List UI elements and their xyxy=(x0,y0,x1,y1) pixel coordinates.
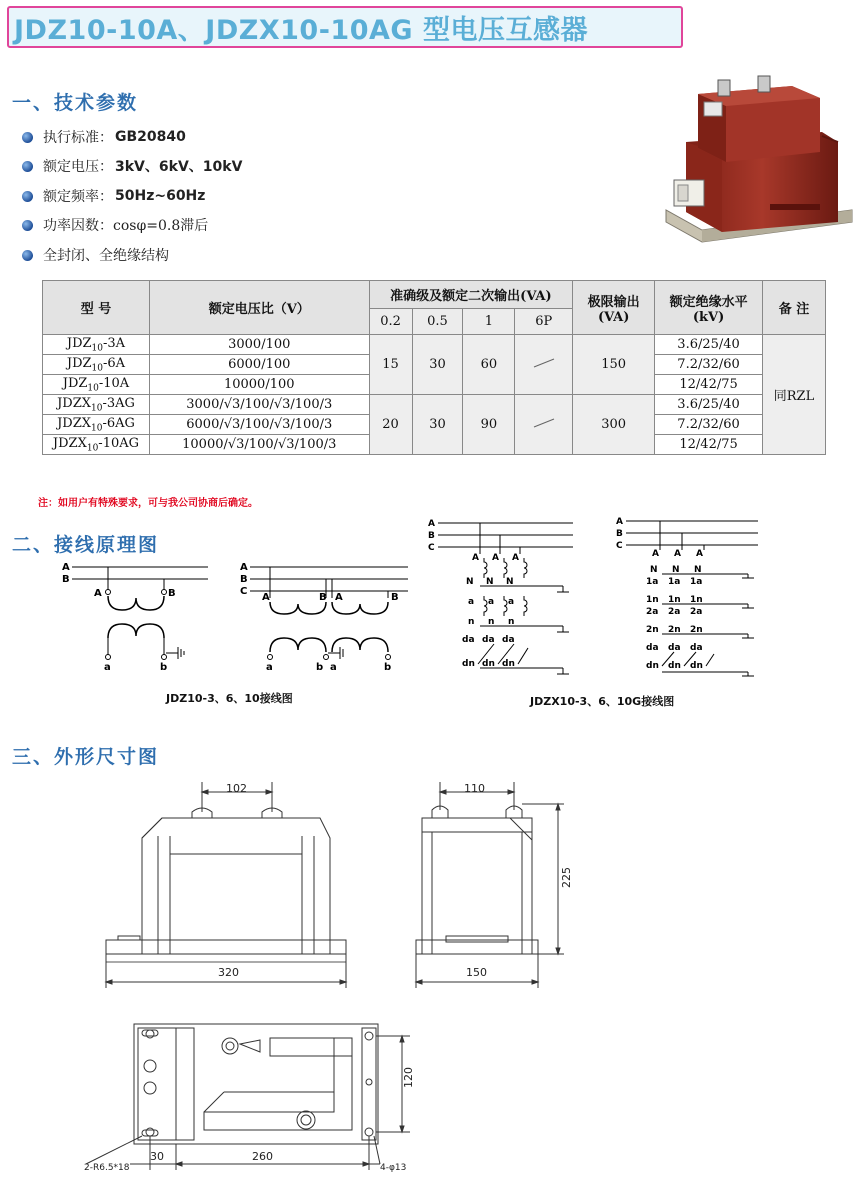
wiring-diagram-jdzx xyxy=(428,516,758,686)
r1-dn: dn xyxy=(462,659,475,669)
dim-150: 150 xyxy=(466,966,487,979)
slash-icon xyxy=(532,358,556,368)
r2bus-c: C xyxy=(616,541,623,551)
insulation-cell: 7.2/32/60 xyxy=(655,415,763,435)
bullet-dot-icon xyxy=(22,220,33,231)
r2-2a: 2a xyxy=(646,607,659,617)
rbus-a: A xyxy=(428,519,435,529)
ratio-cell: 10000/√3/100/√3/100/3 xyxy=(149,435,369,455)
r1-sn: n xyxy=(468,617,475,627)
r2-da3: da xyxy=(690,643,703,653)
section-heading-dimensions: 三、外形尺寸图 xyxy=(12,746,160,768)
header-remark: 备 注 xyxy=(763,281,826,335)
dimension-drawings xyxy=(80,776,580,1174)
subheader-02: 0.2 xyxy=(369,309,412,335)
r2-1n2: 1n xyxy=(668,595,681,605)
r1-sa3: a xyxy=(508,597,515,607)
r1-da: da xyxy=(462,635,475,645)
front-view xyxy=(106,782,346,988)
r1-n: N xyxy=(466,577,474,587)
bullet-label: 功率因数：cosφ=0.8滞后 xyxy=(43,218,209,234)
header-ratio: 额定电压比（V） xyxy=(149,281,369,335)
r2-a3: A xyxy=(696,549,703,559)
r1-sn2: n xyxy=(488,617,495,627)
group2-limit: 300 xyxy=(573,395,655,455)
group1-limit: 150 xyxy=(573,335,655,395)
group1-6p-empty xyxy=(515,335,573,395)
r2-1a3: 1a xyxy=(690,577,703,587)
insulation-cell: 3.6/25/40 xyxy=(655,335,763,355)
note-text: 注：如用户有特殊要求，可与我公司协商后确定。 xyxy=(38,498,258,509)
subheader-6p: 6P xyxy=(515,309,573,335)
subheader-05: 0.5 xyxy=(412,309,463,335)
t3-label-a2: A xyxy=(335,592,343,603)
section-heading-specs: 一、技术参数 xyxy=(12,92,139,114)
r2-1n: 1n xyxy=(646,595,659,605)
r1-dn2: dn xyxy=(482,659,495,669)
t3-sec-a2: a xyxy=(330,662,337,673)
bullet-standard xyxy=(22,126,186,148)
bullet-value: 3kV、6kV、10kV xyxy=(115,159,243,175)
group2-6p-empty xyxy=(515,395,573,455)
dim-320: 320 xyxy=(218,966,239,979)
r2-2a3: 2a xyxy=(690,607,703,617)
r1-sa2: a xyxy=(488,597,495,607)
r2-dn3: dn xyxy=(690,661,703,671)
bus-label-a3: A xyxy=(240,562,248,573)
subheader-1: 1 xyxy=(463,309,515,335)
r2-dn2: dn xyxy=(668,661,681,671)
r1-dn3: dn xyxy=(502,659,515,669)
t3-label-b2: B xyxy=(391,592,399,603)
r2-2n: 2n xyxy=(646,625,659,635)
bullet-power-factor xyxy=(22,214,208,236)
top-view xyxy=(86,1024,410,1170)
r2bus-a: A xyxy=(616,517,623,527)
r1-n3: N xyxy=(506,577,514,587)
r1-a2: A xyxy=(492,553,499,563)
bullet-label: 执行标准： xyxy=(43,130,113,146)
header-accuracy: 准确级及额定二次输出(VA) xyxy=(369,281,573,309)
insulation-cell: 7.2/32/60 xyxy=(655,355,763,375)
dim-holes: 4-φ13 xyxy=(380,1163,407,1173)
t3-sec-a: a xyxy=(266,662,273,673)
rbus-b: B xyxy=(428,531,435,541)
bullet-structure xyxy=(22,244,169,266)
terminal-label-a: A xyxy=(94,588,102,599)
header-limit-unit: (VA) xyxy=(597,309,630,325)
r1-a: A xyxy=(472,553,479,563)
bus-label-b: B xyxy=(62,574,70,585)
bullet-label: 额定电压： xyxy=(43,159,113,175)
ratio-cell: 10000/100 xyxy=(149,375,369,395)
ratio-cell: 3000/100 xyxy=(149,335,369,355)
r1-da3: da xyxy=(502,635,515,645)
bullet-dot-icon xyxy=(22,250,33,261)
bullet-dot-icon xyxy=(22,132,33,143)
table-row xyxy=(43,395,826,415)
r2-1a: 1a xyxy=(646,577,659,587)
header-limit xyxy=(573,281,655,335)
group1-c1: 60 xyxy=(463,335,515,395)
bullet-label: 全封闭、全绝缘结构 xyxy=(43,248,169,264)
r2bus-b: B xyxy=(616,529,623,539)
r2-n2: N xyxy=(672,565,680,575)
model-cell: $JDZX_{10}-10AG$ xyxy=(43,435,150,455)
rbus-c: C xyxy=(428,543,435,553)
product-photo xyxy=(662,72,858,250)
model-cell: $JDZ_{10}-10A$ xyxy=(43,375,150,395)
model-cell: $JDZ_{10}-3A$ xyxy=(43,335,150,355)
dim-260: 260 xyxy=(252,1150,273,1163)
r2-2n3: 2n xyxy=(690,625,703,635)
bullet-dot-icon xyxy=(22,161,33,172)
t3-label-b1: B xyxy=(319,592,327,603)
header-insulation-label: 额定绝缘水平 xyxy=(669,294,748,310)
table-row xyxy=(43,335,826,355)
dim-slot: 2-R6.5*18 xyxy=(84,1163,130,1173)
r1-sa: a xyxy=(468,597,475,607)
bullet-dot-icon xyxy=(22,191,33,202)
r2-dn: dn xyxy=(646,661,659,671)
r1-n2: N xyxy=(486,577,494,587)
r2-2n2: 2n xyxy=(668,625,681,635)
spec-table xyxy=(42,280,826,455)
t3-sec-b: b xyxy=(316,662,324,673)
dim-102: 102 xyxy=(226,782,247,795)
header-insulation-unit: (kV) xyxy=(692,309,725,325)
side-view xyxy=(416,782,564,988)
caption-jdzx-wiring: JDZX10-3、6、10G接线图 xyxy=(530,695,675,708)
r1-a3: A xyxy=(512,553,519,563)
ratio-cell: 6000/100 xyxy=(149,355,369,375)
section-heading-wiring: 二、接线原理图 xyxy=(12,534,160,556)
r1-da2: da xyxy=(482,635,495,645)
r2-a2: A xyxy=(674,549,681,559)
header-insulation xyxy=(655,281,763,335)
r2-da: da xyxy=(646,643,659,653)
t3-sec-b2: b xyxy=(384,662,392,673)
caption-jdz-wiring: JDZ10-3、6、10接线图 xyxy=(166,692,293,705)
r2-2a2: 2a xyxy=(668,607,681,617)
bullet-frequency xyxy=(22,185,205,207)
page-title: JDZ10-10A、JDZX10-10AG 型电压互感器 xyxy=(14,15,588,46)
insulation-cell: 3.6/25/40 xyxy=(655,395,763,415)
r2-1a2: 1a xyxy=(668,577,681,587)
dim-225: 225 xyxy=(560,867,573,888)
bus-label-b3: B xyxy=(240,574,248,585)
r2-a: A xyxy=(652,549,659,559)
group2-c02: 20 xyxy=(369,395,412,455)
dim-110: 110 xyxy=(464,782,485,795)
group2-c1: 90 xyxy=(463,395,515,455)
bullet-value: GB20840 xyxy=(115,129,186,145)
remark-cell: 同RZL xyxy=(763,335,826,455)
r2-n3: N xyxy=(694,565,702,575)
model-cell: $JDZX_{10}-3AG$ xyxy=(43,395,150,415)
dim-30: 30 xyxy=(150,1150,164,1163)
slash-icon xyxy=(532,418,556,428)
secondary-label-b: b xyxy=(160,662,168,673)
dim-120: 120 xyxy=(402,1067,415,1088)
ratio-cell: 6000/√3/100/√3/100/3 xyxy=(149,415,369,435)
header-model: 型 号 xyxy=(43,281,150,335)
bus-label-c3: C xyxy=(240,586,248,597)
r2-da2: da xyxy=(668,643,681,653)
r2-n: N xyxy=(650,565,658,575)
bus-label-a: A xyxy=(62,562,70,573)
header-limit-label: 极限输出 xyxy=(587,294,640,310)
r1-sn3: n xyxy=(508,617,515,627)
ratio-cell: 3000/√3/100/√3/100/3 xyxy=(149,395,369,415)
bullet-voltage xyxy=(22,155,242,177)
insulation-cell: 12/42/75 xyxy=(655,435,763,455)
model-cell: $JDZX_{10}-6AG$ xyxy=(43,415,150,435)
group1-c02: 15 xyxy=(369,335,412,395)
secondary-label-a: a xyxy=(104,662,111,673)
bullet-value: 50Hz~60Hz xyxy=(115,188,206,204)
terminal-label-b: B xyxy=(168,588,176,599)
bullet-label: 额定频率： xyxy=(43,189,113,205)
group2-c05: 30 xyxy=(412,395,463,455)
model-cell: $JDZ_{10}-6A$ xyxy=(43,355,150,375)
t3-label-a: A xyxy=(262,592,270,603)
wiring-diagram-jdz xyxy=(60,560,420,680)
r2-1n3: 1n xyxy=(690,595,703,605)
group1-c05: 30 xyxy=(412,335,463,395)
insulation-cell: 12/42/75 xyxy=(655,375,763,395)
